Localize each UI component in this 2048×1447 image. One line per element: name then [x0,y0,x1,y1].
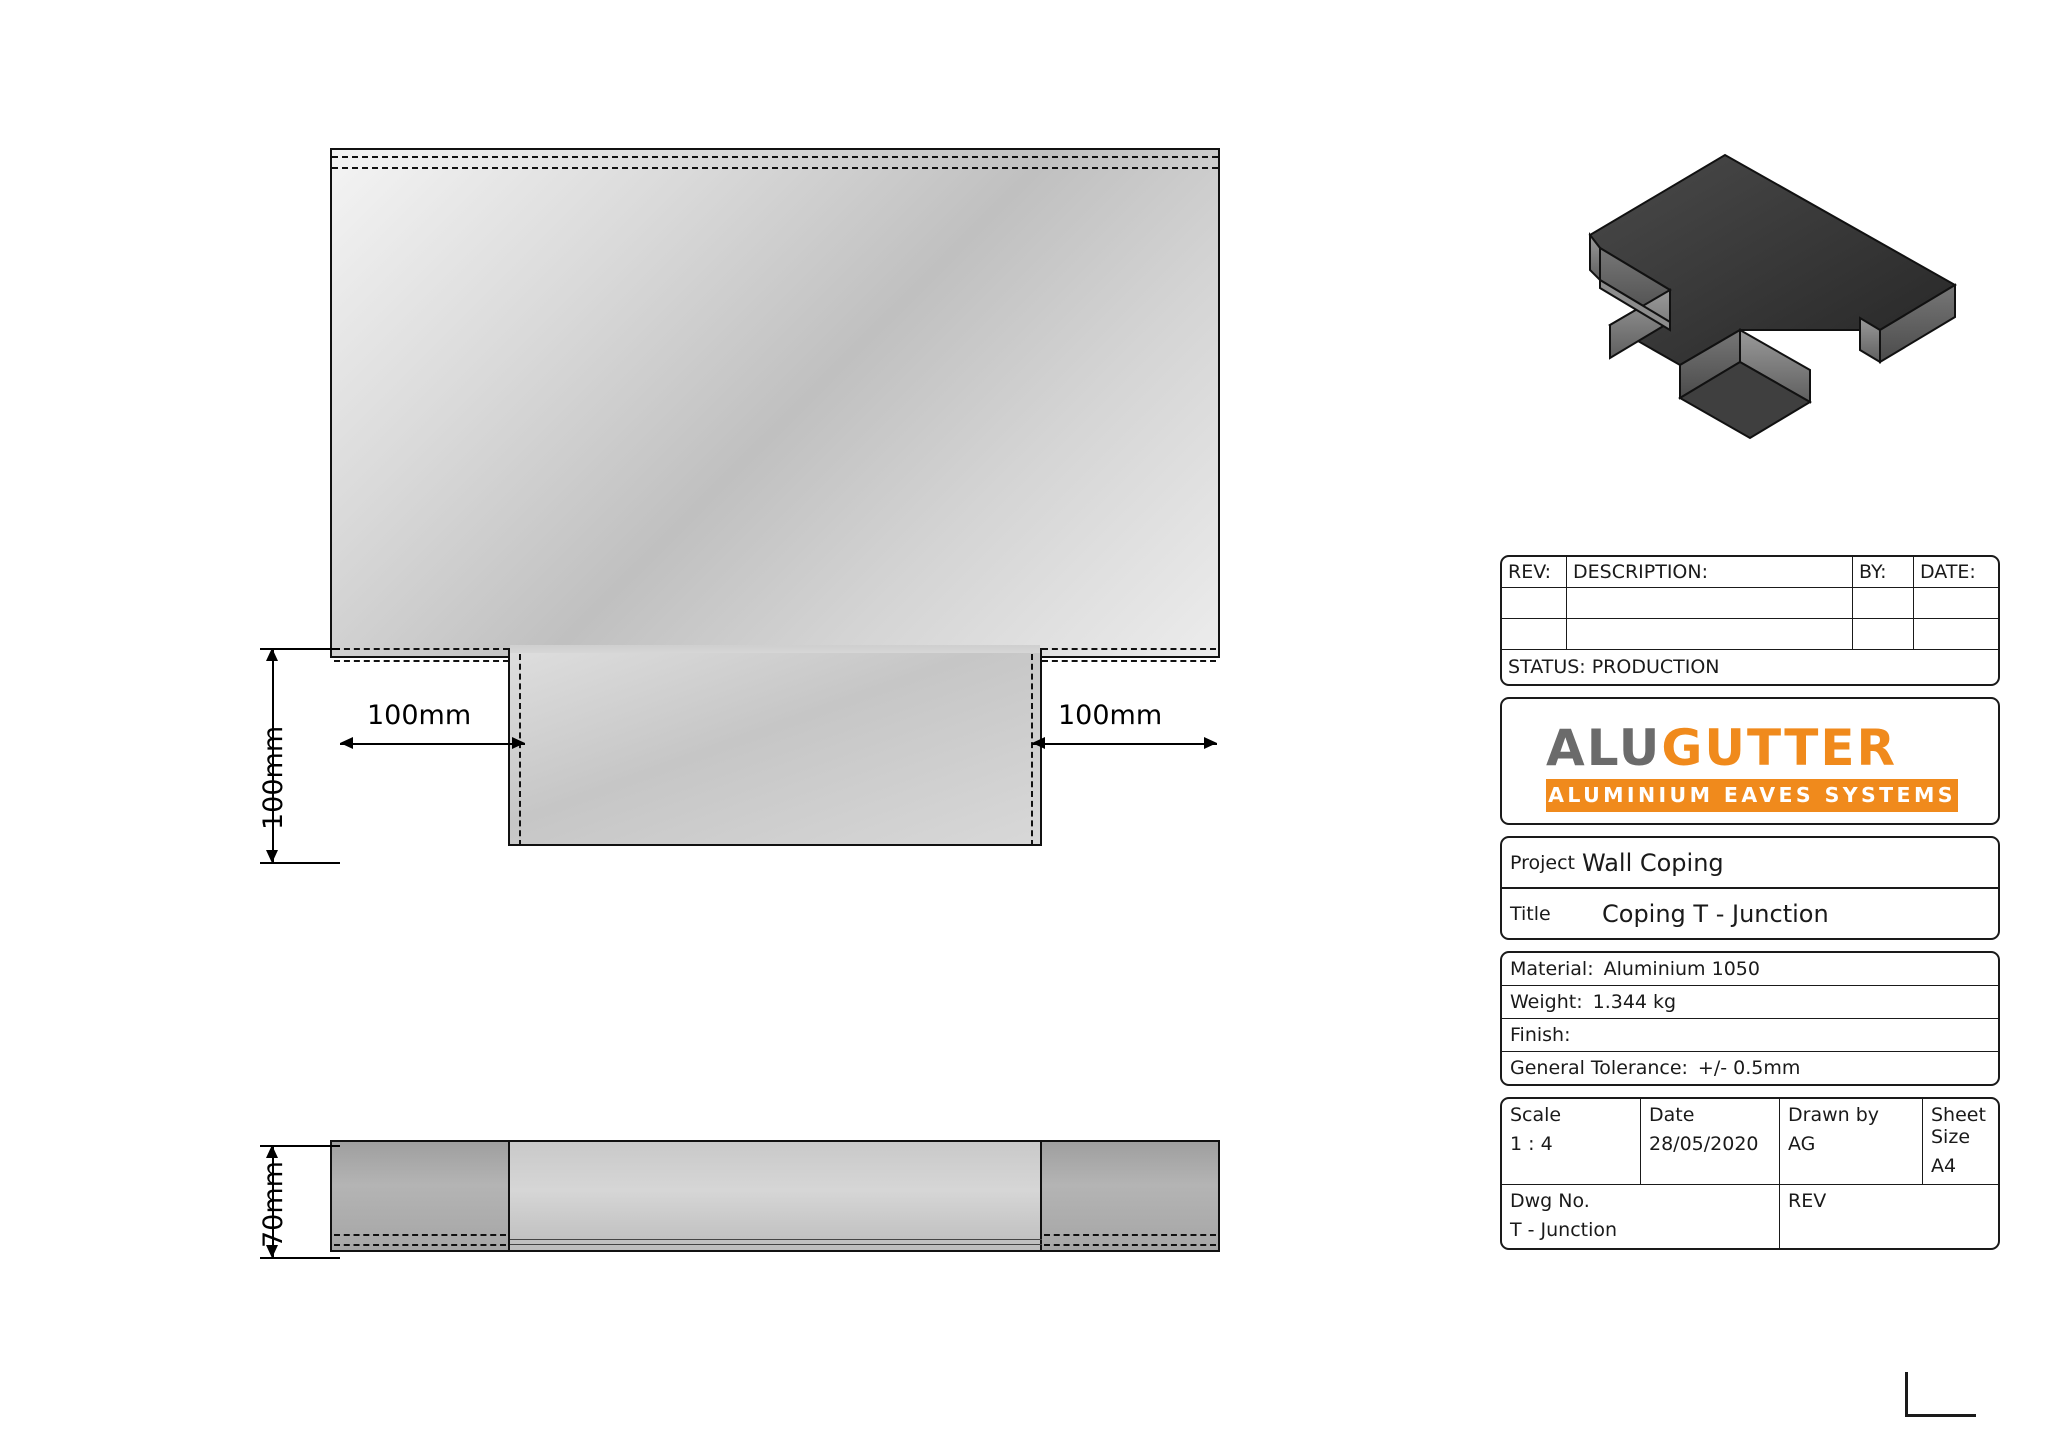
drawn-by-value: AG [1788,1133,1816,1155]
front-elevation-view [330,1140,1220,1260]
weight-label: Weight: [1510,991,1583,1013]
title-row [1502,889,1998,938]
finish-label: Finish: [1510,1024,1571,1046]
plan-view [330,148,1220,858]
logo-text-alu: ALU [1546,719,1662,777]
plan-main-plate [330,148,1220,658]
sheet-info-row-2 [1502,1185,1998,1249]
status-label: STATUS: PRODUCTION [1502,650,1998,685]
revision-panel [1500,555,2000,686]
rev-cell-by[interactable] [1853,619,1914,650]
sheet-info-table [1502,1099,1998,1248]
rev-cell-description[interactable] [1567,619,1853,650]
revision-row[interactable] [1502,588,1998,619]
title-block [1500,555,2000,1261]
rev-cell-description[interactable] [1567,588,1853,619]
title-value[interactable]: Coping T - Junction [1602,899,1829,928]
rev-header-description: DESCRIPTION: [1567,557,1853,588]
dim-label-100mm-left: 100mm [367,700,472,731]
logo-wordmark [1546,719,1958,777]
scale-value: 1 : 4 [1510,1133,1553,1155]
project-label: Project [1510,851,1576,874]
logo-tagline: ALUMINIUM EAVES SYSTEMS [1546,779,1958,812]
sheet-size-value: A4 [1931,1155,1957,1177]
revision-header-row [1502,557,1998,588]
plan-stem-plate [508,648,1042,846]
dim-70-ext-top [260,1145,340,1147]
dim-label-70mm: 70mm [258,1161,289,1248]
dwg-no-label: Dwg No. [1510,1190,1590,1212]
revision-row[interactable] [1502,619,1998,650]
dim-vert-ext-top [260,648,340,650]
date-label: Date [1649,1104,1695,1126]
isometric-view [1440,130,2000,490]
sheet-info-row-1 [1502,1099,1998,1185]
material-value: Aluminium 1050 [1603,958,1760,980]
front-hidden-right-1 [1044,1234,1216,1236]
sheet-corner-mark [1905,1372,1976,1417]
sheet-size-label: Sheet Size [1931,1104,1986,1148]
logo-text-gutter: GUTTER [1661,719,1898,777]
dim-right-arrow-end [1204,737,1217,749]
front-hidden-left-1 [334,1234,506,1236]
project-title-panel [1500,836,2000,940]
rev-cell-date[interactable] [1914,619,1999,650]
project-row [1502,838,1998,889]
date-value: 28/05/2020 [1649,1133,1759,1155]
hidden-edge-top-2 [332,167,1218,169]
dim-right-arrow-start [1032,737,1045,749]
date-cell [1641,1099,1780,1185]
hidden-edge-top-1 [332,156,1218,158]
rev-label: REV [1788,1190,1827,1212]
spec-row-tolerance [1502,1052,1998,1084]
sheet-info-panel [1500,1097,2000,1250]
dim-label-100mm-right: 100mm [1058,700,1163,731]
drawn-by-cell [1780,1099,1923,1185]
tolerance-label: General Tolerance: [1510,1057,1688,1079]
front-hidden-left-2 [334,1244,506,1246]
hidden-edge-right-shoulder-2 [1042,660,1216,662]
weight-value: 1.344 kg [1592,991,1677,1013]
front-hidden-right-2 [1044,1244,1216,1246]
rev-header-rev: REV: [1502,557,1567,588]
title-label: Title [1510,902,1551,925]
logo [1546,719,1958,812]
specification-panel [1500,951,2000,1086]
rev-cell [1780,1185,1999,1249]
hidden-edge-stem-right [1031,654,1033,846]
sheet-size-cell [1923,1099,1999,1185]
drawn-by-label: Drawn by [1788,1104,1880,1126]
material-label: Material: [1510,958,1594,980]
dim-left-horiz-line [340,743,525,745]
plan-stem-bottom-edge [508,844,1042,846]
plan-seam [510,645,1040,653]
rev-cell-rev[interactable] [1502,588,1567,619]
dim-left-arrow-start [340,737,353,749]
hidden-edge-left-shoulder-2 [334,660,509,662]
dwg-no-cell [1502,1185,1780,1249]
hidden-edge-left-shoulder-1 [334,648,509,650]
rev-header-by: BY: [1853,557,1914,588]
rev-value[interactable] [1788,1219,1990,1241]
rev-cell-by[interactable] [1853,588,1914,619]
scale-label: Scale [1510,1104,1562,1126]
front-inner-line-2 [510,1244,1042,1245]
scale-cell [1502,1099,1641,1185]
hidden-edge-right-shoulder-1 [1042,648,1216,650]
rev-cell-date[interactable] [1914,588,1999,619]
tolerance-value: +/- 0.5mm [1697,1057,1801,1079]
status-row [1502,650,1998,685]
front-inner-line [510,1239,1042,1240]
company-logo-panel [1500,697,2000,825]
spec-row-material [1502,953,1998,986]
spec-row-weight [1502,986,1998,1019]
rev-cell-rev[interactable] [1502,619,1567,650]
revision-table [1502,557,1998,684]
dim-vert-ext-bottom [260,862,340,864]
hidden-edge-stem-left [519,654,521,846]
dim-left-arrow-end [512,737,525,749]
isometric-svg [1440,130,2000,490]
front-middle-section [508,1142,1042,1250]
dwg-no-value: T - Junction [1510,1219,1618,1241]
project-value[interactable]: Wall Coping [1582,848,1724,877]
dim-label-100mm-vertical: 100mm [258,725,289,830]
dim-right-horiz-line [1032,743,1217,745]
dim-70-ext-bottom [260,1257,340,1259]
spec-row-finish [1502,1019,1998,1052]
rev-header-date: DATE: [1914,557,1999,588]
